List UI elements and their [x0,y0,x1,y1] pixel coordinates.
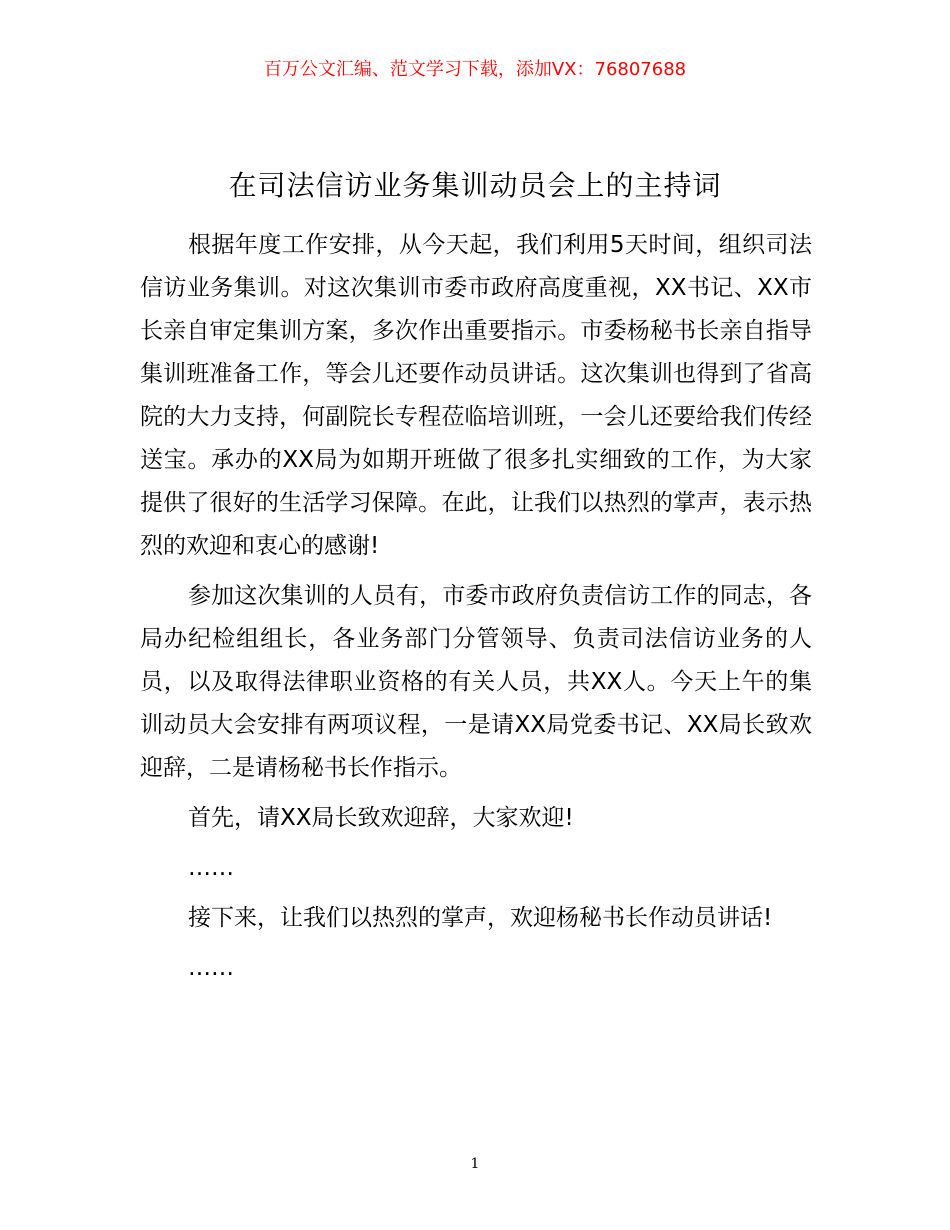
document-body [140,224,812,997]
paragraph-ellipsis: …… [188,955,234,981]
paragraph-opening: 根据年度工作安排，从今天起，我们利用5天时间，组织司法信访业务集训。对这次集训市委市政府高度重视，XX书记、XX市长亲自审定集训方案，多次作出重要指示。市委杨秘书长亲自指导集训班准备工作，等会儿还要作动员讲话。这次集训也得到了省高院的大力支持，何副院长专程莅临培训班，一会儿还要给我们传经送宝。承办的XX局为如期开班做了很多扎实细致的工作，为大家提供了很好的生活学习保障。在此，让我们以热烈的掌声，表示热烈的欢迎和衷心的感谢! [140,232,812,559]
paragraph-ellipsis: …… [188,855,234,881]
paragraph-participants: 参加这次集训的人员有，市委市政府负责信访工作的同志，各局办纪检组组长，各业务部门分管领导、负责司法信访业务的人员，以及取得法律职业资格的有关人员，共XX人。今天上午的集训动员大会安排有两项议程，一是请XX局党委书记、XX局长致欢迎辞，二是请杨秘书长作指示。 [140,583,812,781]
header-banner: 百万公文汇编、范文学习下载，添加VX：76807688 [263,59,687,80]
document-title: 在司法信访业务集训动员会上的主持词 [228,169,722,202]
paragraph-welcome-speech: 首先，请XX局长致欢迎辞，大家欢迎! [188,805,574,831]
paragraph-mobilization-speech: 接下来，让我们以热烈的掌声，欢迎杨秘书长作动员讲话! [188,905,773,931]
page-number: 1 [470,1156,480,1172]
